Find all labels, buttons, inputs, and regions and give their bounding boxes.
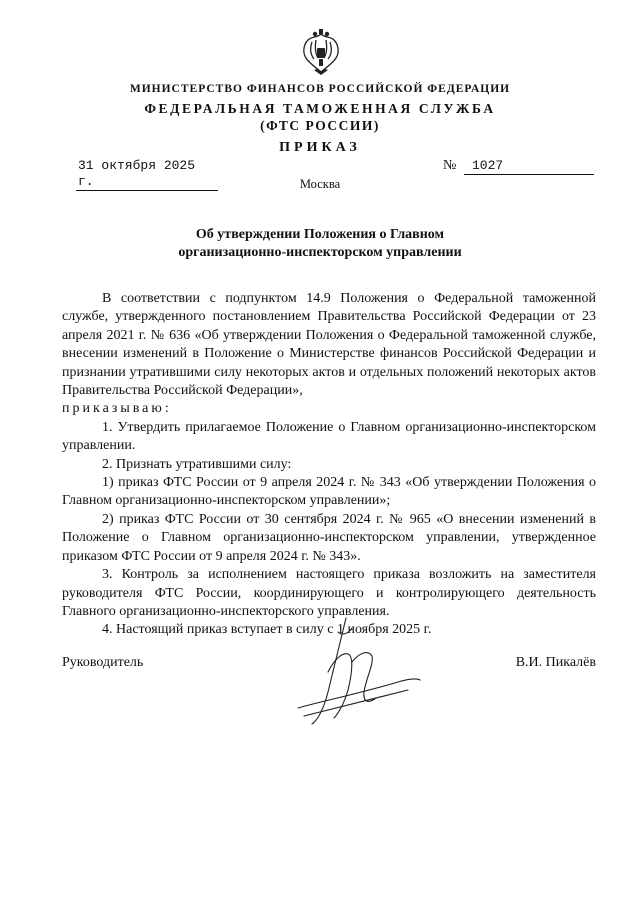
document-date: 31 октября 2025 г. xyxy=(76,158,218,191)
title-line-1: Об утверждении Положения о Главном xyxy=(195,227,445,242)
item-1: 1. Утвердить прилагаемое Положение о Главном организационно-инспекторском управлении. xyxy=(62,419,596,454)
signatory-position: Руководитель xyxy=(62,655,144,670)
document-city: Москва xyxy=(299,177,341,191)
document-body xyxy=(62,290,596,640)
item-3: 3. Контроль за исполнением настоящего приказа возложить на заместителя руководителя ФТС России, координирующего и контролирующего деятельность Главного организационно-инспекторского управления. xyxy=(62,567,596,619)
item-2: 2. Признать утратившими силу: xyxy=(102,456,292,472)
service-short-name: (ФТС РОССИИ) xyxy=(260,118,380,133)
item-2-2: 2) приказ ФТС России от 30 сентября 2024 г. № 965 «О внесении изменений в Положение о Главном организационно-инспекторском управлении, утвержденное приказом ФТС России от 9 апреля 2024 г. № 343». xyxy=(62,511,596,564)
handwritten-signature xyxy=(268,612,428,732)
signatory-name: В.И. Пикалёв xyxy=(515,655,596,670)
document-type: ПРИКАЗ xyxy=(279,140,361,155)
ministry-name: МИНИСТЕРСТВО ФИНАНСОВ РОССИЙСКОЙ ФЕДЕРАЦИИ xyxy=(129,83,511,95)
title-line-2: организационно-инспекторском управлении xyxy=(178,245,462,260)
document-number: 1027 xyxy=(464,158,594,175)
coat-of-arms-icon xyxy=(298,28,344,78)
intro-paragraph: В соответствии с подпунктом 14.9 Положения о Федеральной таможенной службе, утвержденного постановлением Правительства Российской Федерации от 23 апреля 2021 г. № 636 «Об утверждении Положения о Федеральной таможенной службе, внесении изменений в Положение о Министерстве финансов Российской Федерации и признании утратившими силу некоторых актов и отдельных положений некоторых актов Правительства Российской Федерации», xyxy=(62,291,596,399)
item-2-1: 1) приказ ФТС России от 9 апреля 2024 г. № 343 «Об утверждении Положения о Главном организационно-инспекторском управлении»; xyxy=(62,475,596,509)
item-4: 4. Настоящий приказ вступает в силу с 1 ноября 2025 г. xyxy=(102,622,432,638)
service-name: ФЕДЕРАЛЬНАЯ ТАМОЖЕННАЯ СЛУЖБА xyxy=(144,101,496,116)
document-title xyxy=(60,226,580,262)
number-label: № xyxy=(443,158,457,173)
order-word: приказываю: xyxy=(62,401,172,417)
